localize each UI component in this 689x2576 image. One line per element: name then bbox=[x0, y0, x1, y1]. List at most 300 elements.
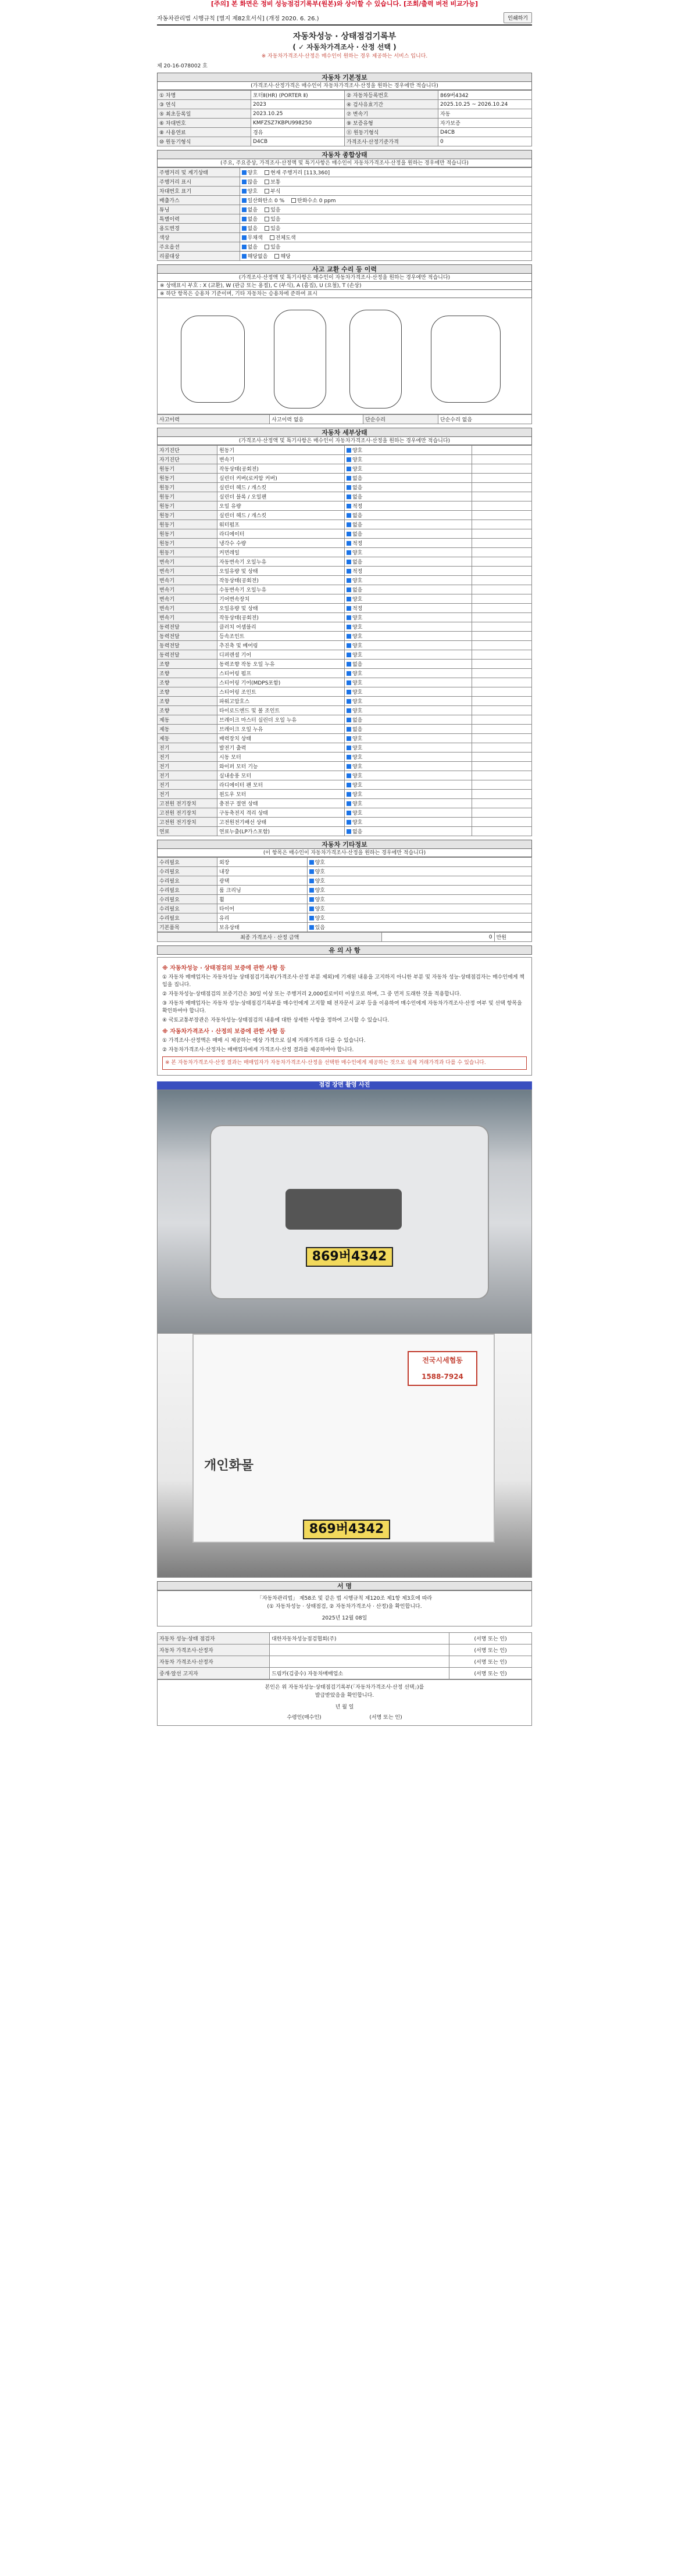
other-category: 수리필요 bbox=[158, 867, 217, 876]
detail-value bbox=[344, 660, 472, 669]
detail-category: 조향 bbox=[158, 678, 217, 687]
detail-status-row bbox=[158, 548, 532, 557]
checkbox-checked[interactable] bbox=[347, 727, 351, 732]
detail-price bbox=[472, 622, 531, 632]
general-status-label: 색상 bbox=[158, 233, 240, 242]
detail-status-row bbox=[158, 687, 532, 697]
detail-price bbox=[472, 678, 531, 687]
detail-category: 전기 bbox=[158, 753, 217, 762]
detail-price bbox=[472, 669, 531, 678]
checkbox-checked[interactable] bbox=[242, 180, 247, 184]
basic-info-value: 2023.10.25 bbox=[251, 109, 345, 119]
detail-status-row bbox=[158, 799, 532, 808]
detail-category: 원동기 bbox=[158, 474, 217, 483]
checkbox-checked[interactable] bbox=[309, 916, 314, 920]
checkbox-checked[interactable] bbox=[347, 587, 351, 592]
detail-category: 변속기 bbox=[158, 613, 217, 622]
checkbox-checked[interactable] bbox=[347, 606, 351, 611]
checkbox-checked[interactable] bbox=[347, 560, 351, 564]
other-value-label: 양호 bbox=[315, 869, 325, 875]
detail-value bbox=[344, 715, 472, 725]
checkbox-checked[interactable] bbox=[347, 662, 351, 667]
checkbox-checked[interactable] bbox=[309, 888, 314, 893]
checkbox-checked[interactable] bbox=[347, 532, 351, 536]
detail-category: 고전원 전기장치 bbox=[158, 799, 217, 808]
other-info-table bbox=[157, 857, 532, 932]
detail-value-label: 양호 bbox=[352, 736, 363, 742]
checkbox-checked[interactable] bbox=[347, 671, 351, 676]
option-label: 양호 bbox=[247, 189, 258, 195]
other-item: 유리 bbox=[217, 913, 308, 923]
detail-value bbox=[344, 743, 472, 753]
guide-p2: ② 자동차성능·상태점검의 보증기간은 30일 이상 또는 주행거리 2,000킬로미터 이상으로 하며, 그 중 먼저 도래한 것을 적용합니다. bbox=[162, 991, 462, 997]
detail-category: 고전원 전기장치 bbox=[158, 818, 217, 827]
checkbox-checked[interactable] bbox=[347, 467, 351, 471]
detail-item: 등속조인트 bbox=[217, 632, 345, 641]
checkbox-checked[interactable] bbox=[347, 522, 351, 527]
checkbox-checked[interactable] bbox=[347, 773, 351, 778]
rear-sign-top: 전국시세협동 bbox=[422, 1356, 463, 1364]
option-label: 없음 bbox=[247, 245, 258, 250]
detail-value bbox=[344, 529, 472, 539]
detail-category: 원동기 bbox=[158, 511, 217, 520]
checkbox-checked[interactable] bbox=[347, 708, 351, 713]
checkbox-checked[interactable] bbox=[347, 643, 351, 648]
detail-price bbox=[472, 771, 531, 780]
detail-category: 조향 bbox=[158, 687, 217, 697]
checkbox-checked[interactable] bbox=[347, 653, 351, 657]
detail-value bbox=[344, 678, 472, 687]
guide-p3: ③ 자동차 매매업자는 자동차 성능·상태점검기록부를 매수인에게 고지할 때 전자문서 교부 등을 이용하여 매수인에게 자동차가격조사·산정 여부 및 선택 항목을 확인하여야 합니다. bbox=[162, 1001, 522, 1014]
checkbox-checked[interactable] bbox=[347, 718, 351, 722]
basic-info-label: ② 자동차등록번호 bbox=[345, 91, 438, 100]
checkbox-checked[interactable] bbox=[347, 541, 351, 546]
detail-category: 조향 bbox=[158, 669, 217, 678]
detail-price bbox=[472, 511, 531, 520]
detail-price bbox=[472, 548, 531, 557]
detail-value-label: 적정 bbox=[352, 606, 363, 612]
checkbox-checked[interactable] bbox=[347, 829, 351, 834]
checkbox[interactable] bbox=[265, 245, 269, 249]
detail-value-label: 양호 bbox=[352, 783, 363, 789]
general-status-options bbox=[240, 205, 531, 214]
checkbox-checked[interactable] bbox=[347, 476, 351, 481]
detail-item: 실린더 헤드 / 개스킷 bbox=[217, 511, 345, 520]
checkbox-checked[interactable] bbox=[242, 207, 247, 212]
signature-row bbox=[158, 1656, 532, 1668]
checkbox-checked[interactable] bbox=[242, 189, 247, 194]
checkbox-checked[interactable] bbox=[242, 170, 247, 175]
signer-role: 자동차 가격조사·산정자 bbox=[158, 1645, 270, 1656]
checkbox-checked[interactable] bbox=[347, 811, 351, 815]
other-item: 룸 크리닝 bbox=[217, 886, 308, 895]
detail-status-row bbox=[158, 753, 532, 762]
basic-info-value: 2025.10.25 ~ 2026.10.24 bbox=[438, 100, 532, 109]
checkbox-checked[interactable] bbox=[347, 820, 351, 825]
checkbox-checked[interactable] bbox=[309, 869, 314, 874]
detail-price bbox=[472, 520, 531, 529]
detail-category: 원동기 bbox=[158, 539, 217, 548]
checkbox[interactable] bbox=[265, 170, 269, 175]
signer-role: 중개·알선 고지자 bbox=[158, 1668, 270, 1679]
other-info-row bbox=[158, 886, 532, 895]
checkbox-checked[interactable] bbox=[347, 625, 351, 629]
detail-price bbox=[472, 790, 531, 799]
detail-item: 배력장치 상태 bbox=[217, 734, 345, 743]
detail-value bbox=[344, 511, 472, 520]
signer-signature: (서명 또는 인) bbox=[449, 1645, 532, 1656]
checkbox-checked[interactable] bbox=[309, 860, 314, 865]
vehicle-diagram bbox=[157, 298, 532, 414]
front-license-plate: 869버4342 bbox=[306, 1247, 393, 1267]
price-total-table bbox=[157, 932, 532, 942]
detail-item: 원동기 bbox=[217, 446, 345, 455]
detail-category: 원동기 bbox=[158, 529, 217, 539]
detail-category: 제동 bbox=[158, 725, 217, 734]
price-total-label: 최종 가격조사 · 산정 금액 bbox=[158, 933, 382, 942]
document-warning: ※ 자동차가격조사·산정은 매수인이 원하는 경우 제공하는 서비스 입니다. bbox=[261, 53, 428, 59]
checkbox-checked[interactable] bbox=[347, 755, 351, 759]
signature-row bbox=[158, 1645, 532, 1656]
basic-info-label: ⑪ 원동기형식 bbox=[345, 128, 438, 137]
checkbox[interactable] bbox=[265, 207, 269, 212]
detail-value-label: 양호 bbox=[352, 615, 363, 621]
detail-price bbox=[472, 567, 531, 576]
checkbox-checked[interactable] bbox=[309, 879, 314, 883]
detail-price bbox=[472, 604, 531, 613]
detail-category: 자기진단 bbox=[158, 455, 217, 464]
detail-item: 오일유량 및 상태 bbox=[217, 567, 345, 576]
detail-price bbox=[472, 697, 531, 706]
signer-name: 드림카(김중수) 자동차매매업소 bbox=[270, 1668, 449, 1679]
section-guide-title: 유 의 사 항 bbox=[157, 945, 532, 955]
checkbox-checked[interactable] bbox=[242, 245, 247, 249]
other-value bbox=[307, 886, 531, 895]
option-label: 많음 bbox=[247, 180, 258, 185]
detail-item: 파워고압호스 bbox=[217, 697, 345, 706]
option-label: 해당 bbox=[280, 254, 291, 260]
other-info-row bbox=[158, 895, 532, 904]
detail-item: 와이퍼 모터 기능 bbox=[217, 762, 345, 771]
detail-price bbox=[472, 650, 531, 660]
detail-category: 동력전달 bbox=[158, 650, 217, 660]
checkbox-checked[interactable] bbox=[347, 736, 351, 741]
checkbox-checked[interactable] bbox=[242, 198, 247, 203]
detail-status-row bbox=[158, 446, 532, 455]
detail-status-row bbox=[158, 743, 532, 753]
detail-item: 스티어링 조인트 bbox=[217, 687, 345, 697]
detail-value-label: 없음 bbox=[352, 532, 363, 538]
section-sign-title: 서 명 bbox=[157, 1581, 532, 1590]
checkbox-checked[interactable] bbox=[347, 578, 351, 583]
detail-price bbox=[472, 539, 531, 548]
detail-category: 제동 bbox=[158, 734, 217, 743]
general-status-label: 리콜대상 bbox=[158, 252, 240, 261]
detail-value-label: 양호 bbox=[352, 634, 363, 640]
detail-price bbox=[472, 492, 531, 501]
general-status-table bbox=[157, 167, 532, 261]
detail-status-row bbox=[158, 818, 532, 827]
detail-value bbox=[344, 539, 472, 548]
basic-info-value: 자가보증 bbox=[438, 119, 532, 128]
detail-value bbox=[344, 632, 472, 641]
detail-value-label: 적정 bbox=[352, 504, 363, 510]
other-value bbox=[307, 913, 531, 923]
general-status-label: 차대번호 표기 bbox=[158, 187, 240, 196]
detail-status-row bbox=[158, 613, 532, 622]
signer-name bbox=[270, 1656, 449, 1668]
signature-row bbox=[158, 1633, 532, 1645]
receipt-line-2: 발급받았음을 확인합니다. bbox=[315, 1693, 374, 1699]
signer-signature: (서명 또는 인) bbox=[449, 1633, 532, 1645]
signer-role: 자동차 가격조사·산정자 bbox=[158, 1656, 270, 1668]
detail-value bbox=[344, 548, 472, 557]
general-status-row bbox=[158, 187, 532, 196]
accident-note: ※ 상태표시 부호 : X (교환), W (판금 또는 용접), C (부식), A (흠집), U (요철), T (손상) bbox=[157, 282, 532, 290]
detail-price bbox=[472, 557, 531, 567]
basic-info-row bbox=[158, 109, 532, 119]
detail-price bbox=[472, 743, 531, 753]
signature-row bbox=[158, 1668, 532, 1679]
detail-value-label: 없음 bbox=[352, 476, 363, 482]
checkbox-checked[interactable] bbox=[347, 448, 351, 453]
other-info-row bbox=[158, 923, 532, 932]
car-bottom-view-outline bbox=[349, 310, 402, 409]
general-status-row bbox=[158, 224, 532, 233]
checkbox-checked[interactable] bbox=[347, 801, 351, 806]
checkbox-checked[interactable] bbox=[347, 699, 351, 704]
detail-item: 냉각수 수량 bbox=[217, 539, 345, 548]
detail-value-label: 양호 bbox=[352, 764, 363, 770]
basic-info-value: 869버4342 bbox=[438, 91, 532, 100]
detail-value-label: 양호 bbox=[352, 801, 363, 807]
guide-boxed-note: ※ 본 자동차가격조사·산정 결과는 매매업자가 자동차가격조사·산정을 선택한 매수인에게 제공하는 것으로 실제 거래가격과 다를 수 있습니다. bbox=[162, 1056, 527, 1070]
checkbox-checked[interactable] bbox=[347, 615, 351, 620]
signer-signature: (서명 또는 인) bbox=[449, 1668, 532, 1679]
other-value-label: 양호 bbox=[315, 907, 325, 912]
detail-category: 변속기 bbox=[158, 576, 217, 585]
sign-law-note bbox=[157, 1590, 532, 1626]
detail-item: 커먼레일 bbox=[217, 548, 345, 557]
checkbox[interactable] bbox=[265, 226, 269, 231]
checkbox-checked[interactable] bbox=[347, 569, 351, 574]
detail-item: 브레이크 마스터 실린더 오일 누유 bbox=[217, 715, 345, 725]
option-label: 보통 bbox=[270, 180, 281, 185]
detail-category: 원동기 bbox=[158, 520, 217, 529]
checkbox[interactable] bbox=[265, 180, 269, 184]
detail-value-label: 양호 bbox=[352, 467, 363, 472]
checkbox-checked[interactable] bbox=[347, 746, 351, 750]
checkbox-checked[interactable] bbox=[242, 254, 247, 259]
other-item: 보유상태 bbox=[217, 923, 308, 932]
general-status-row bbox=[158, 214, 532, 224]
detail-category: 전기 bbox=[158, 743, 217, 753]
basic-info-value: 포터Ⅱ(HR) (PORTER Ⅱ) bbox=[251, 91, 345, 100]
detail-item: 워터펌프 bbox=[217, 520, 345, 529]
receipt-date: 년 월 일 bbox=[335, 1704, 354, 1710]
detail-value-label: 양호 bbox=[352, 625, 363, 630]
checkbox[interactable] bbox=[265, 189, 269, 194]
detail-value-label: 없음 bbox=[352, 587, 363, 593]
detail-category: 변속기 bbox=[158, 594, 217, 604]
form-reference: 자동차관리법 시행규칙 [별지 제82호서식] (개정 2020. 6. 26.) bbox=[157, 15, 319, 22]
detail-price bbox=[472, 687, 531, 697]
detail-category: 전기 bbox=[158, 762, 217, 771]
checkbox-checked[interactable] bbox=[347, 485, 351, 490]
detail-status-row bbox=[158, 529, 532, 539]
sign-law-line-2: (① 자동차성능 · 상태점검, ② 자동차가격조사 · 산정)을 확인합니다. bbox=[267, 1604, 422, 1610]
detail-value bbox=[344, 771, 472, 780]
checkbox-checked[interactable] bbox=[347, 597, 351, 601]
other-item: 내장 bbox=[217, 867, 308, 876]
checkbox-checked[interactable] bbox=[347, 504, 351, 508]
detail-status-row bbox=[158, 669, 532, 678]
detail-value-label: 적정 bbox=[352, 541, 363, 547]
guide-p5: ① 가격조사·산정액은 매매 시 제공하는 예상 가격으로 실제 거래가격과 다를 수 있습니다. bbox=[162, 1038, 366, 1044]
guide-p4: ④ 국토교통부장관은 자동차성능·상태점검의 내용에 대한 상세한 사항을 정하여 고시할 수 있습니다. bbox=[162, 1017, 390, 1023]
option-label: 무채색 bbox=[247, 235, 263, 241]
checkbox-checked[interactable] bbox=[347, 495, 351, 499]
detail-status-row bbox=[158, 557, 532, 567]
print-button[interactable]: 인쇄하기 bbox=[504, 12, 532, 23]
car-right-side-outline bbox=[431, 316, 501, 403]
detail-price bbox=[472, 474, 531, 483]
detail-status-table bbox=[157, 445, 532, 836]
checkbox-checked[interactable] bbox=[242, 217, 247, 221]
front-photo bbox=[157, 1090, 532, 1334]
price-total-unit: 만원 bbox=[494, 933, 531, 942]
detail-item: 오일 유량 bbox=[217, 501, 345, 511]
accident-label: 사고이력 bbox=[158, 415, 270, 424]
detail-item: 동력조향 작동 오일 누유 bbox=[217, 660, 345, 669]
section-accident-subtitle: (가격조사·산정액 및 특기사항은 매수인이 자동차가격조사·산정을 원하는 경우에만 적습니다) bbox=[157, 274, 532, 282]
detail-item: 수동변속기 오일누유 bbox=[217, 585, 345, 594]
detail-category: 변속기 bbox=[158, 567, 217, 576]
option-label: 있음 bbox=[270, 217, 281, 223]
document-subtitle: ( ✓ 자동차가격조사 · 산정 선택 ) bbox=[292, 43, 397, 51]
other-info-row bbox=[158, 913, 532, 923]
detail-category: 원동기 bbox=[158, 501, 217, 511]
detail-status-row bbox=[158, 771, 532, 780]
checkbox[interactable] bbox=[291, 198, 296, 203]
basic-info-row bbox=[158, 100, 532, 109]
detail-item: 실린더 헤드 / 개스킷 bbox=[217, 483, 345, 492]
signer-role: 자동차 성능·상태 점검자 bbox=[158, 1633, 270, 1645]
detail-price bbox=[472, 594, 531, 604]
detail-status-row bbox=[158, 632, 532, 641]
detail-value bbox=[344, 464, 472, 474]
detail-price bbox=[472, 734, 531, 743]
checkbox[interactable] bbox=[265, 217, 269, 221]
checkbox[interactable] bbox=[270, 235, 274, 240]
checkbox-checked[interactable] bbox=[347, 680, 351, 685]
detail-item: 클러치 어셈블리 bbox=[217, 622, 345, 632]
rear-photo bbox=[157, 1334, 532, 1578]
detail-status-row bbox=[158, 501, 532, 511]
other-item: 타이어 bbox=[217, 904, 308, 913]
guide-box bbox=[157, 957, 532, 1076]
detail-item: 실린더 커버(로커암 커버) bbox=[217, 474, 345, 483]
other-category: 수리필요 bbox=[158, 886, 217, 895]
checkbox-checked[interactable] bbox=[347, 634, 351, 639]
detail-price bbox=[472, 464, 531, 474]
detail-value bbox=[344, 753, 472, 762]
checkbox-checked[interactable] bbox=[347, 792, 351, 797]
detail-value bbox=[344, 799, 472, 808]
detail-category: 고전원 전기장치 bbox=[158, 808, 217, 818]
detail-item: 시동 모터 bbox=[217, 753, 345, 762]
detail-status-row bbox=[158, 780, 532, 790]
detail-category: 변속기 bbox=[158, 604, 217, 613]
general-status-row bbox=[158, 242, 532, 252]
checkbox[interactable] bbox=[274, 254, 279, 259]
basic-info-value: 0 bbox=[438, 137, 532, 146]
checkbox-checked[interactable] bbox=[242, 226, 247, 231]
option-label: 있음 bbox=[270, 226, 281, 232]
detail-status-row bbox=[158, 706, 532, 715]
detail-value bbox=[344, 594, 472, 604]
general-status-row bbox=[158, 196, 532, 205]
detail-status-row bbox=[158, 622, 532, 632]
detail-price bbox=[472, 446, 531, 455]
detail-value-label: 양호 bbox=[352, 820, 363, 826]
basic-info-label: ⑦ 변속기 bbox=[345, 109, 438, 119]
checkbox-checked[interactable] bbox=[347, 764, 351, 769]
checkbox-checked[interactable] bbox=[347, 513, 351, 518]
detail-value bbox=[344, 641, 472, 650]
checkbox-checked[interactable] bbox=[242, 235, 247, 240]
other-value-label: 양호 bbox=[315, 860, 325, 866]
checkbox-checked[interactable] bbox=[309, 907, 314, 911]
detail-value bbox=[344, 780, 472, 790]
section-basic-title: 자동차 기본정보 bbox=[157, 73, 532, 82]
detail-value bbox=[344, 697, 472, 706]
general-status-options bbox=[240, 196, 531, 205]
checkbox-checked[interactable] bbox=[309, 897, 314, 902]
detail-value bbox=[344, 455, 472, 464]
other-value-label: 양호 bbox=[315, 888, 325, 894]
detail-status-row bbox=[158, 715, 532, 725]
checkbox-checked[interactable] bbox=[347, 690, 351, 694]
other-value bbox=[307, 904, 531, 913]
detail-price bbox=[472, 715, 531, 725]
detail-value-label: 양호 bbox=[352, 680, 363, 686]
option-label: 양호 bbox=[247, 170, 258, 176]
rear-sign-phone: 1588-7924 bbox=[422, 1373, 463, 1381]
detail-status-row bbox=[158, 650, 532, 660]
option-label: 없음 bbox=[247, 217, 258, 223]
detail-value bbox=[344, 474, 472, 483]
other-category: 기본품목 bbox=[158, 923, 217, 932]
detail-item: 작동상태(공회전) bbox=[217, 613, 345, 622]
detail-price bbox=[472, 808, 531, 818]
section-basic-subtitle: (가격조사·산정가격은 매수인이 자동차가격조사·산정을 원하는 경우에만 적습니다) bbox=[157, 82, 532, 90]
rear-license-plate: 869버4342 bbox=[303, 1520, 390, 1539]
checkbox-checked[interactable] bbox=[347, 783, 351, 787]
general-status-label: 주요옵션 bbox=[158, 242, 240, 252]
checkbox-checked[interactable] bbox=[347, 550, 351, 555]
checkbox-checked[interactable] bbox=[309, 925, 314, 930]
detail-value-label: 없음 bbox=[352, 560, 363, 565]
detail-item: 작동상태(공회전) bbox=[217, 464, 345, 474]
checkbox-checked[interactable] bbox=[347, 457, 351, 462]
detail-value bbox=[344, 650, 472, 660]
rear-sign bbox=[408, 1351, 477, 1386]
guide-heading-2: ※ 자동차가격조사 · 산정의 보증에 관한 사항 등 bbox=[162, 1029, 285, 1035]
basic-info-label: ⑥ 차대번호 bbox=[158, 119, 251, 128]
detail-category: 자기진단 bbox=[158, 446, 217, 455]
detail-category: 동력전달 bbox=[158, 641, 217, 650]
